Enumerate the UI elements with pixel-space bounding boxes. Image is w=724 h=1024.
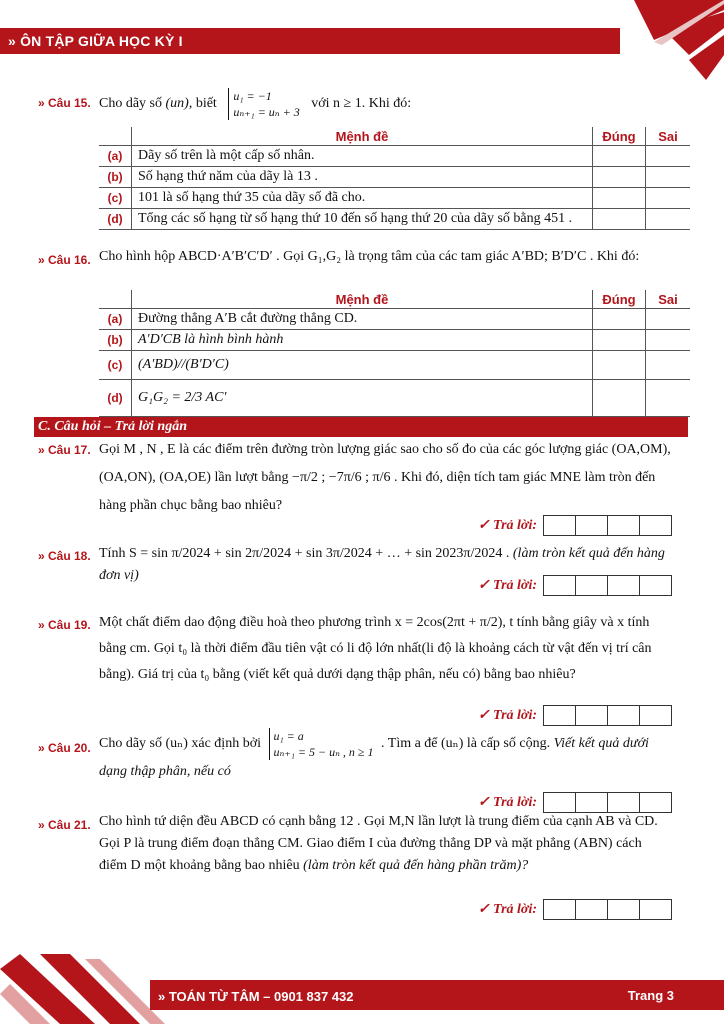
table-row: (a) Đường thẳng A′B cắt đường thẳng CD.	[99, 309, 690, 330]
true-cell[interactable]	[593, 209, 646, 230]
question-15-text: Cho dãy số (un), biết u₁ = −1 uₙ₊₁ = uₙ + 3 với n ≥ 1. Khi đó:	[99, 89, 412, 119]
false-cell[interactable]	[646, 209, 691, 230]
answer-input[interactable]	[543, 575, 672, 596]
true-cell[interactable]	[593, 351, 646, 380]
table-row: (d) G₁G₂ = 2/3 AC′	[99, 380, 690, 417]
answer-21: ✓ Trả lời:	[478, 899, 672, 920]
answer-18: ✓ Trả lời:	[478, 575, 672, 596]
table-row: (b) A′D′CB là hình bình hành	[99, 330, 690, 351]
false-cell[interactable]	[646, 351, 691, 380]
answer-20: ✓ Trả lời:	[478, 792, 672, 813]
question-18-text: Tính S = sin π/2024 + sin 2π/2024 + sin 3π/2024 + … + sin 2023π/2024 . (làm tròn kết quả đến hàng đơn vị)	[99, 546, 665, 583]
section-heading: C. Câu hỏi – Trả lời ngắn	[34, 417, 688, 437]
question-20-text: Cho dãy số (uₙ) xác định bởi u₁ = a uₙ₊₁ = 5 − uₙ , n ≥ 1 . Tìm a để (uₙ) là cấp số cộng. Viết kết quả dưới dạng thập phân, nếu có	[99, 729, 649, 779]
true-cell[interactable]	[593, 146, 646, 167]
table-row: (d) Tổng các số hạng từ số hạng thứ 10 đến số hạng thứ 20 của dãy số bằng 451 .	[99, 209, 690, 230]
question-17-text: Gọi M , N , E là các điểm trên đường tròn lượng giác sao cho số đo của các góc lượng giác (OA,OM), (OA,ON), (OA,OE) lần lượt bằng −π/2 ; −7π/6 ; π/6 . Khi đó, diện tích tam giác MNE làm tròn đến hàng phần chục bằng bao nhiêu?	[99, 442, 671, 513]
true-cell[interactable]	[593, 188, 646, 209]
question-16-text: Cho hình hộp ABCD·A′B′C′D′ . Gọi G₁,G₂ là trọng tâm của các tam giác A′BD; B′D′C . Khi đó:	[99, 249, 640, 264]
question-19-label: » Câu 19.	[38, 618, 91, 632]
true-cell[interactable]	[593, 380, 646, 417]
false-cell[interactable]	[646, 330, 691, 351]
header-title: » ÔN TẬP GIỮA HỌC KỲ I	[8, 33, 183, 49]
answer-19: ✓ Trả lời:	[478, 705, 672, 726]
page-number: Trang 3	[627, 988, 674, 1003]
table-row: (c) (A′BD)//(B′D′C)	[99, 351, 690, 380]
answer-input[interactable]	[543, 515, 672, 536]
false-cell[interactable]	[646, 309, 691, 330]
question-20-label: » Câu 20.	[38, 741, 91, 755]
false-cell[interactable]	[646, 188, 691, 209]
question-17-label: » Câu 17.	[38, 443, 91, 457]
answer-17: ✓ Trả lời:	[478, 515, 672, 536]
answer-input[interactable]	[543, 792, 672, 813]
question-15-table: Mệnh đề Đúng Sai (a) Dãy số trên là một cấp số nhân. (b) Số hạng thứ năm của dãy là 13 . (c) 101 là số hạng thứ 35 của dãy số đã cho. (d) Tổng các số hạng từ số hạng thứ 10 đến số hạng thứ 20 của dãy số bằng 451 .	[99, 127, 690, 230]
question-18-label: » Câu 18.	[38, 549, 91, 563]
question-19-text: Một chất điểm dao động điều hoà theo phương trình x = 2cos(2πt + π/2), t tính bằng giây và x tính bằng cm. Gọi t₀ là thời điểm đầu tiên vật có li độ lớn nhất(li độ là khoảng cách từ vật đến vị trí cân bằng). Giá trị của t₀ bằng (viết kết quả dưới dạng thập phân, nếu có) bằng bao nhiêu?	[99, 615, 652, 682]
answer-input[interactable]	[543, 705, 672, 726]
true-cell[interactable]	[593, 309, 646, 330]
true-cell[interactable]	[593, 167, 646, 188]
table-row: (a) Dãy số trên là một cấp số nhân.	[99, 146, 690, 167]
false-cell[interactable]	[646, 146, 691, 167]
question-21-label: » Câu 21.	[38, 818, 91, 832]
question-15-label: » Câu 15.	[38, 96, 91, 110]
footer-brand: » TOÁN TỪ TÂM – 0901 837 432	[158, 989, 354, 1004]
true-cell[interactable]	[593, 330, 646, 351]
question-21-text: Cho hình tứ diện đều ABCD có cạnh bằng 12 . Gọi M,N lần lượt là trung điểm của cạnh AB và CD. Gọi P là trung điểm đoạn thẳng CM. Giao điểm I của đường thẳng DP và mặt phẳng (ABN) cách điểm D một khoảng bằng bao nhiêu (làm tròn kết quả đến hàng phần trăm)?	[99, 814, 658, 873]
question-16-label: » Câu 16.	[38, 253, 91, 267]
false-cell[interactable]	[646, 167, 691, 188]
question-16-table: Mệnh đề Đúng Sai (a) Đường thẳng A′B cắt đường thẳng CD. (b) A′D′CB là hình bình hành (c) (A′BD)//(B′D′C) (d) G₁G₂ = 2/3 AC′	[99, 290, 690, 417]
answer-input[interactable]	[543, 899, 672, 920]
false-cell[interactable]	[646, 380, 691, 417]
table-row: (b) Số hạng thứ năm của dãy là 13 .	[99, 167, 690, 188]
table-row: (c) 101 là số hạng thứ 35 của dãy số đã cho.	[99, 188, 690, 209]
